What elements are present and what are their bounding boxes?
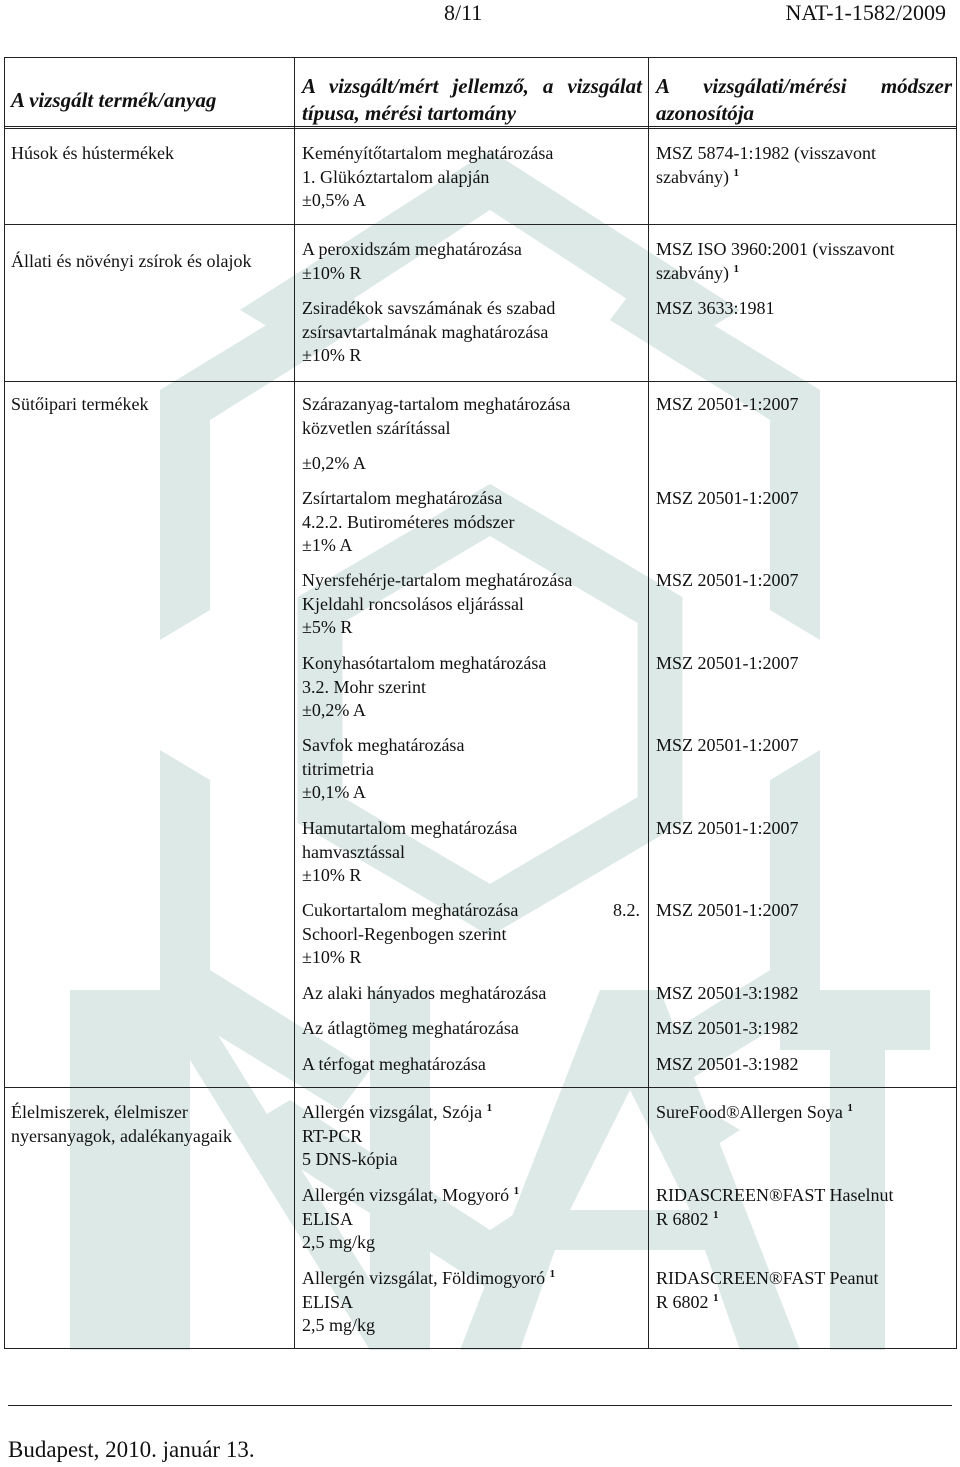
- method-id: MSZ 20501-1:2007: [656, 394, 799, 414]
- product-name: Sütőipari termékek: [11, 394, 149, 414]
- test-description: A térfogat meghatározása: [302, 1054, 486, 1074]
- method-id: MSZ 3633:1981: [656, 298, 775, 318]
- page-header: [0, 0, 960, 30]
- method-id: MSZ ISO 3960:2001 (visszavont szabvány) $^1$: [656, 239, 895, 283]
- column-divider: [294, 57, 295, 1349]
- document-id: NAT-1-1582/2009: [785, 0, 946, 25]
- method-id: RIDASCREEN®FAST Peanut R 6802 $^1$: [656, 1268, 879, 1312]
- test-description: Allergén vizsgálat, Mogyoró $^1$ ELISA 2,5 mg/kg: [302, 1185, 520, 1252]
- column-divider: [648, 57, 649, 1349]
- column-header-method: A vizsgálati/mérési módszer azonosítója: [656, 74, 952, 125]
- column-header-product: A vizsgált termék/anyag: [11, 88, 217, 112]
- footer-place-date: Budapest, 2010. január 13.: [8, 1437, 255, 1462]
- method-id: MSZ 20501-1:2007: [656, 735, 799, 755]
- test-description: Zsírtartalom meghatározása 4.2.2. Butirométeres módszer ±1% A: [302, 488, 515, 555]
- test-description: Allergén vizsgálat, Szója $^1$ RT-PCR 5 DNS-kópia: [302, 1102, 493, 1169]
- footer-rule: [8, 1405, 952, 1406]
- product-name: Állati és növényi zsírok és olajok: [11, 251, 252, 271]
- column-header-characteristic: A vizsgált/mért jellemző, a vizsgálat típusa, mérési tartomány: [302, 74, 642, 125]
- method-id: MSZ 20501-1:2007: [656, 900, 799, 920]
- test-description: Allergén vizsgálat, Földimogyoró $^1$ ELISA 2,5 mg/kg: [302, 1268, 556, 1335]
- row-separator: [4, 1087, 957, 1088]
- method-id: SureFood®Allergen Soya $^1$: [656, 1102, 853, 1122]
- row-separator: [4, 381, 957, 382]
- method-id: MSZ 5874-1:1982 (visszavont szabvány) $^1$: [656, 143, 876, 187]
- method-id: MSZ 20501-1:2007: [656, 653, 799, 673]
- test-description: Az átlagtömeg meghatározása: [302, 1018, 519, 1038]
- test-description: A peroxidszám meghatározása ±10% R: [302, 239, 522, 283]
- method-id: MSZ 20501-3:1982: [656, 983, 799, 1003]
- test-description: Keményítőtartalom meghatározása 1. Glükóztartalom alapján ±0,5% A: [302, 143, 554, 210]
- test-description: Szárazanyag-tartalom meghatározása közvetlen szárítással ±0,2% A: [302, 394, 571, 473]
- product-name: Húsok és hústermékek: [11, 143, 174, 163]
- test-description: Az alaki hányados meghatározása: [302, 983, 547, 1003]
- method-id: RIDASCREEN®FAST Haselnut R 6802 $^1$: [656, 1185, 894, 1229]
- test-description: Hamutartalom meghatározása hamvasztással ±10% R: [302, 818, 518, 885]
- test-description: Konyhasótartalom meghatározása 3.2. Mohr szerint ±0,2% A: [302, 653, 547, 720]
- page-number: 8/11: [444, 0, 483, 25]
- method-id: MSZ 20501-1:2007: [656, 570, 799, 590]
- test-description: Cukortartalom meghatározása 8.2. Schoorl-Regenbogen szerint ±10% R: [302, 900, 640, 967]
- test-description: Zsiradékok savszámának és szabad zsírsavtartalmának maghatározása ±10% R: [302, 298, 556, 365]
- test-description: Nyersfehérje-tartalom meghatározása Kjeldahl roncsolásos eljárással ±5% R: [302, 570, 573, 637]
- method-id: MSZ 20501-3:1982: [656, 1054, 799, 1074]
- method-id: MSZ 20501-1:2007: [656, 818, 799, 838]
- product-name: Élelmiszerek, élelmiszer nyersanyagok, adalékanyagaik: [11, 1102, 232, 1146]
- test-description: Savfok meghatározása titrimetria ±0,1% A: [302, 735, 465, 802]
- row-separator: [4, 224, 957, 225]
- method-id: MSZ 20501-3:1982: [656, 1018, 799, 1038]
- method-id: MSZ 20501-1:2007: [656, 488, 799, 508]
